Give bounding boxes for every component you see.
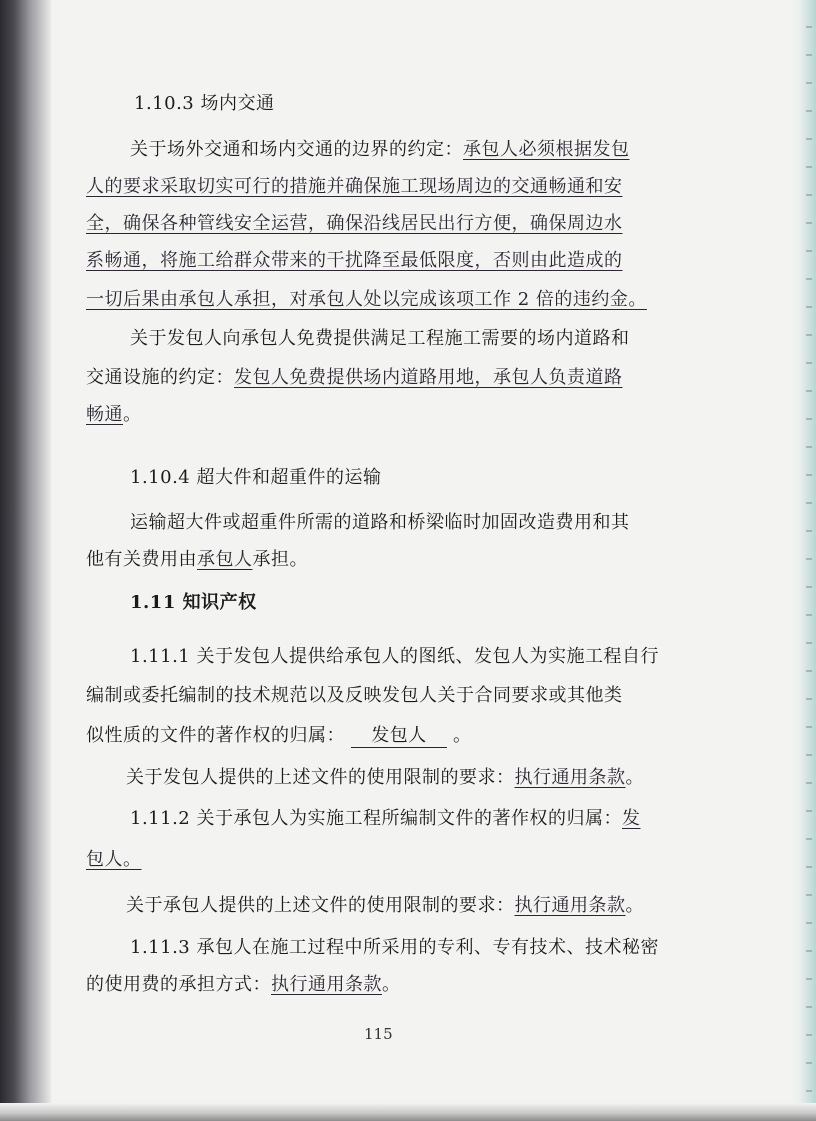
clause-text: 。 <box>382 974 401 995</box>
paragraph-line <box>86 847 142 873</box>
paragraph-line <box>86 248 623 274</box>
clause-text: 关于承包人提供的上述文件的使用限制的要求： <box>126 895 515 916</box>
clause-text: 。 <box>625 895 644 916</box>
section-heading-1-10-4: 1.10.4 超大件和超重件的运输 <box>130 467 382 488</box>
section-heading-1-10-3: 1.10.3 场内交通 <box>134 93 275 114</box>
handwritten-fill: 全，确保各种管线安全运营，确保沿线居民出行方便，确保周边水 <box>86 213 623 234</box>
handwritten-fill: 包人。 <box>86 849 142 870</box>
page-edge-right <box>792 0 816 1121</box>
clause-text: 他有关费用由 <box>86 549 197 570</box>
handwritten-fill: 承包人必须根据发包 <box>463 139 630 160</box>
handwritten-fill: 系畅通，将施工给群众带来的干扰降至最低限度，否则由此造成的 <box>86 250 623 271</box>
clause-text: 交通设施的约定： <box>86 367 234 388</box>
clause-text: 的使用费的承担方式： <box>86 974 271 995</box>
paragraph-line <box>86 402 142 428</box>
section-heading-1-11: 1.11 知识产权 <box>130 592 257 613</box>
page-edge-bottom <box>0 1103 816 1121</box>
handwritten-fill: 执行通用条款 <box>514 895 626 916</box>
paragraph-line <box>86 211 623 237</box>
edge-marks <box>806 0 812 1121</box>
clause-text: 。 <box>123 404 142 425</box>
paragraph-line <box>86 174 623 200</box>
handwritten-fill: 畅通 <box>86 404 123 425</box>
paragraph-line <box>86 365 623 391</box>
handwritten-fill: 发包人免费提供场内道路用地，承包人负责道路 <box>234 367 623 388</box>
paragraph-line <box>86 287 647 313</box>
page-number: 115 <box>364 1025 393 1043</box>
paragraph-line <box>86 972 401 998</box>
paragraph-line <box>126 893 644 919</box>
clause-text: 。 <box>625 767 644 788</box>
clause-text: 关于发包人提供的上述文件的使用限制的要求： <box>126 767 515 788</box>
clause-text: 。 <box>453 725 472 746</box>
paragraph-line: 1.11.1 关于发包人提供给承包人的图纸、发包人为实施工程自行 <box>130 646 659 667</box>
paragraph-line: 运输超大件或超重件所需的道路和桥梁临时加固改造费用和其 <box>130 512 630 533</box>
paragraph-line <box>86 547 308 573</box>
clause-text: 承担。 <box>252 549 308 570</box>
handwritten-fill: 一切后果由承包人承担，对承包人处以完成该项工作 2 倍的违约金。 <box>86 289 647 310</box>
binding-shadow <box>0 0 52 1121</box>
handwritten-fill: 人的要求采取切实可行的措施并确保施工现场周边的交通畅通和安 <box>86 176 623 197</box>
clause-text: 似性质的文件的著作权的归属： <box>86 725 345 746</box>
clause-text: 1.11.2 关于承包人为实施工程所编制文件的著作权的归属： <box>130 808 622 829</box>
paragraph-line <box>130 137 630 163</box>
handwritten-fill: 发 <box>621 808 641 829</box>
handwritten-fill: 执行通用条款 <box>271 974 382 995</box>
paragraph-line: 关于发包人向承包人免费提供满足工程施工需要的场内道路和 <box>130 328 630 349</box>
paragraph-line <box>86 723 472 749</box>
clause-text: 关于场外交通和场内交通的边界的约定： <box>130 139 463 160</box>
handwritten-fill: 执行通用条款 <box>514 767 626 788</box>
paragraph-line: 编制或委托编制的技术规范以及反映发包人关于合同要求或其他类 <box>86 685 623 706</box>
paragraph-line <box>126 765 644 791</box>
handwritten-blank: 发包人 <box>351 725 447 748</box>
paragraph-line <box>130 806 640 832</box>
paragraph-line: 1.11.3 承包人在施工过程中所采用的专利、专有技术、技术秘密 <box>130 937 659 958</box>
handwritten-fill: 承包人 <box>197 549 253 570</box>
